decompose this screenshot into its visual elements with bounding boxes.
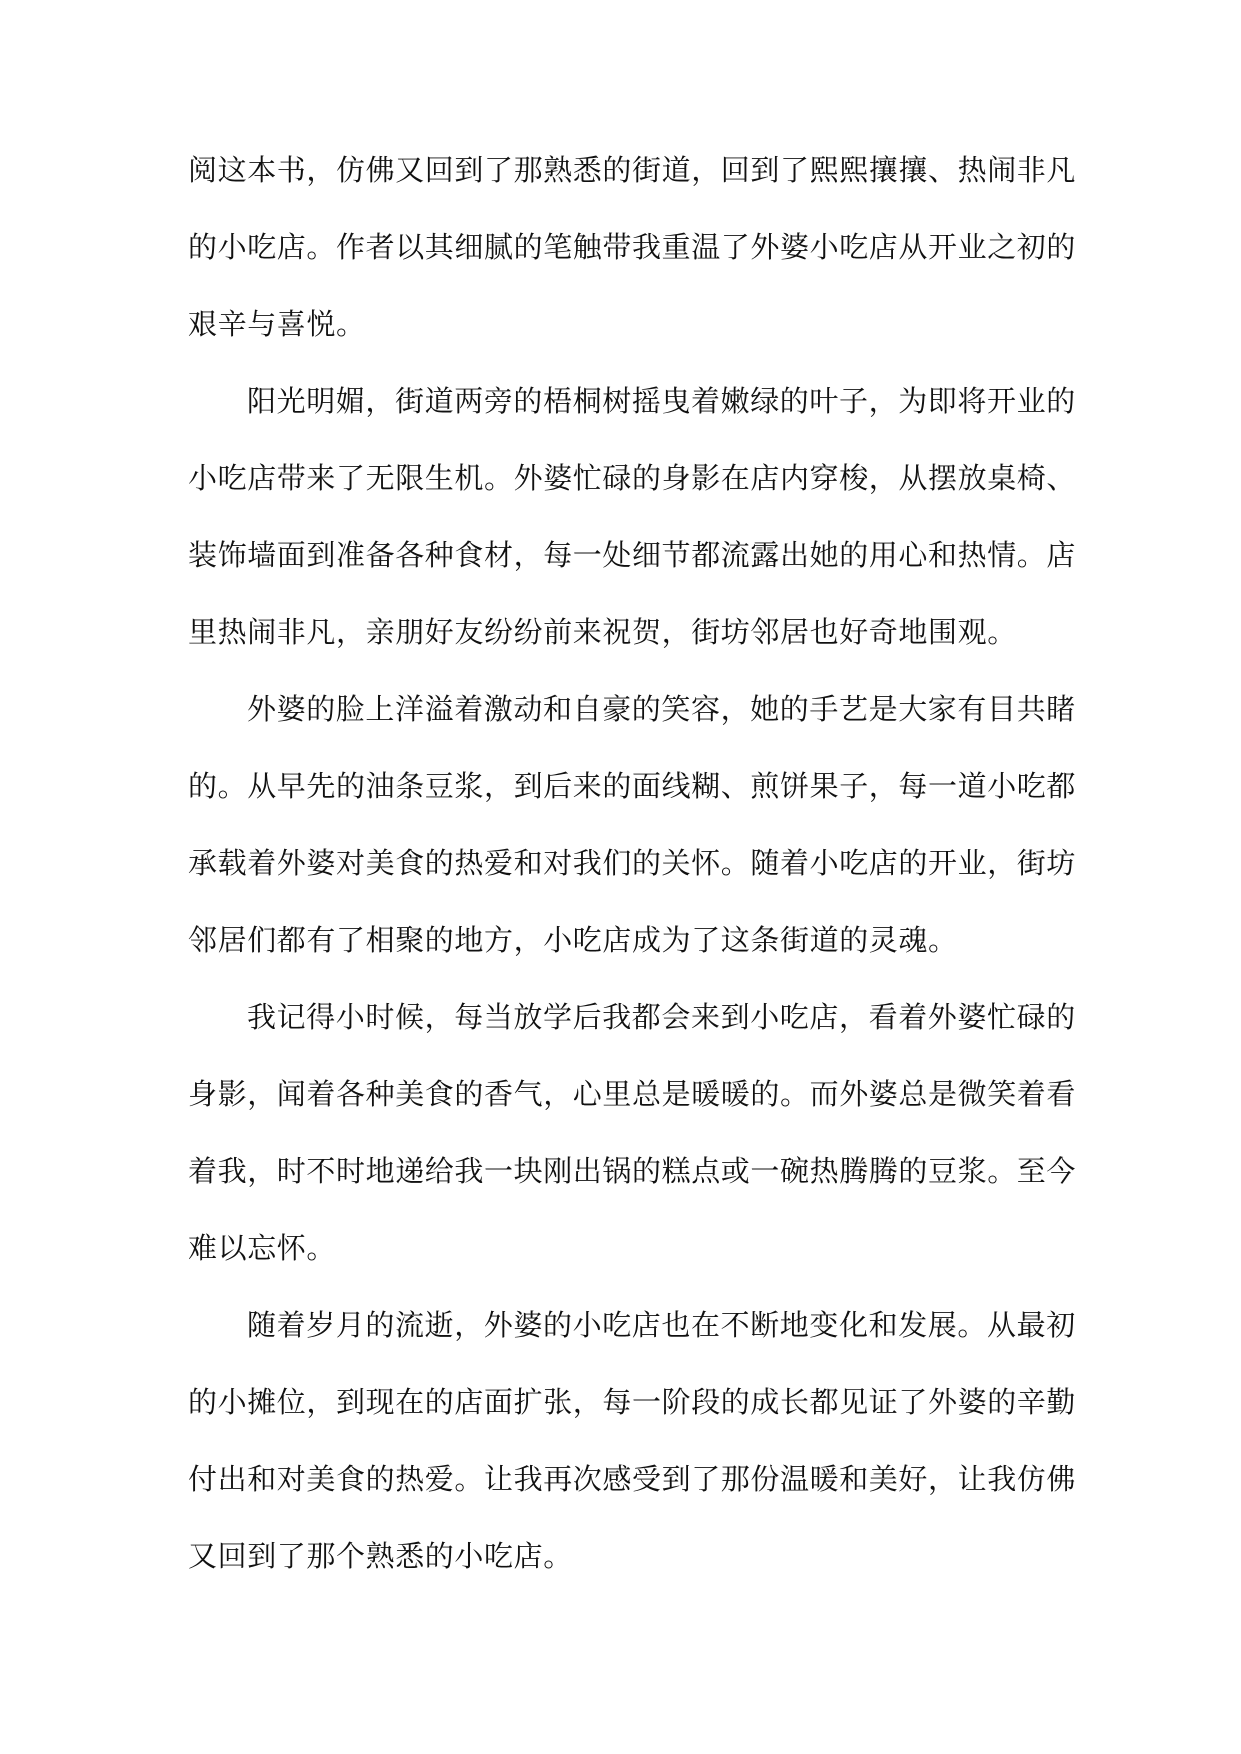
text-line: 小吃店带来了无限生机。外婆忙碌的身影在店内穿梭，从摆放桌椅、 bbox=[188, 461, 1077, 495]
text-line: 身影，闻着各种美食的香气，心里总是暖暖的。而外婆总是微笑着看 bbox=[188, 1077, 1077, 1111]
text-line: 的小摊位，到现在的店面扩张，每一阶段的成长都见证了外婆的辛勤 bbox=[188, 1385, 1077, 1419]
paragraph-first-line: 外婆的脸上洋溢着激动和自豪的笑容，她的手艺是大家有目共睹 bbox=[247, 692, 1076, 726]
text-line: 付出和对美食的热爱。让我再次感受到了那份温暖和美好，让我仿佛 bbox=[188, 1462, 1077, 1496]
text-line: 艰辛与喜悦。 bbox=[188, 307, 366, 341]
text-line: 又回到了那个熟悉的小吃店。 bbox=[188, 1539, 573, 1573]
text-line: 难以忘怀。 bbox=[188, 1231, 337, 1265]
text-line: 着我，时不时地递给我一块刚出锅的糕点或一碗热腾腾的豆浆。至今 bbox=[188, 1154, 1077, 1188]
text-line: 的小吃店。作者以其细腻的笔触带我重温了外婆小吃店从开业之初的 bbox=[188, 230, 1077, 264]
paragraph-first-line: 我记得小时候，每当放学后我都会来到小吃店，看着外婆忙碌的 bbox=[247, 1000, 1076, 1034]
paragraph-first-line: 随着岁月的流逝，外婆的小吃店也在不断地变化和发展。从最初 bbox=[247, 1308, 1076, 1342]
text-line: 邻居们都有了相聚的地方，小吃店成为了这条街道的灵魂。 bbox=[188, 923, 958, 957]
text-line: 阅这本书，仿佛又回到了那熟悉的街道，回到了熙熙攘攘、热闹非凡 bbox=[188, 153, 1077, 187]
text-line: 装饰墙面到准备各种食材，每一处细节都流露出她的用心和热情。店 bbox=[188, 538, 1077, 572]
text-line: 里热闹非凡，亲朋好友纷纷前来祝贺，街坊邻居也好奇地围观。 bbox=[188, 615, 1017, 649]
paragraph-first-line: 阳光明媚，街道两旁的梧桐树摇曳着嫩绿的叶子，为即将开业的 bbox=[247, 384, 1076, 418]
text-line: 承载着外婆对美食的热爱和对我们的关怀。随着小吃店的开业，街坊 bbox=[188, 846, 1077, 880]
text-line: 的。从早先的油条豆浆，到后来的面线糊、煎饼果子，每一道小吃都 bbox=[188, 769, 1077, 803]
